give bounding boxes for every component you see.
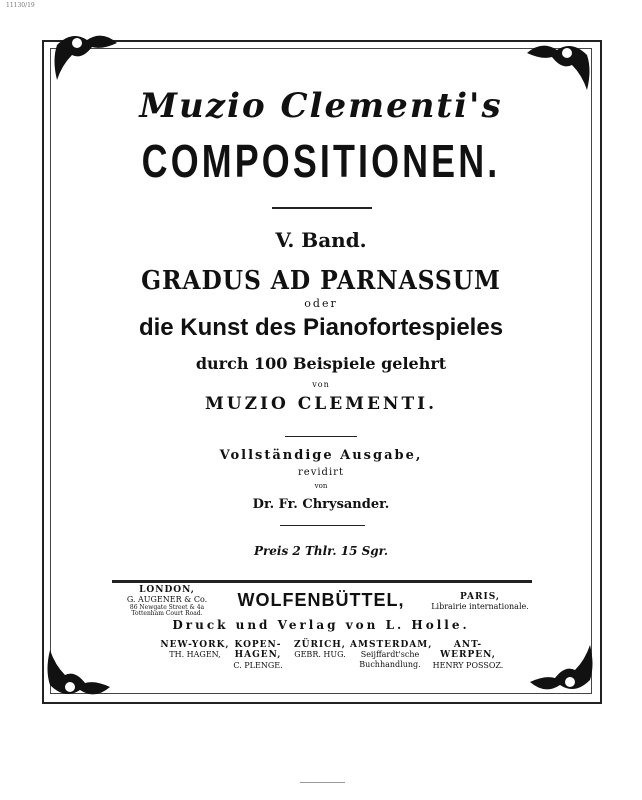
agent-address: Tottenham Court Road.: [131, 610, 203, 618]
divider: [285, 436, 357, 437]
agent-city: LONDON,: [139, 585, 195, 595]
agent-city: PARIS,: [459, 592, 501, 602]
edition-von: von: [314, 482, 328, 490]
main-title: COMPOSITIONEN.: [141, 135, 501, 187]
agent-name: TH. HAGEN,: [169, 650, 221, 660]
revidirt: revidirt: [298, 467, 344, 478]
agent-antwerpen: [428, 640, 508, 670]
agent-zurich: [290, 640, 350, 660]
oder: oder: [304, 297, 338, 310]
agent-name: Buchhandlung.: [359, 659, 421, 669]
agent-paris: [425, 592, 535, 612]
volume: V. Band.: [275, 228, 367, 252]
agent-city: AMSTERDAM,: [350, 640, 433, 650]
agent-name: Seijffardt'sche: [360, 650, 420, 660]
work-title: GRADUS AD PARNASSUM: [141, 266, 501, 296]
agent-city: NEW-YORK,: [160, 640, 230, 650]
corner-ornament-icon: [525, 640, 595, 700]
agent-city: KOPEN-: [234, 640, 282, 650]
subtitle: die Kunst des Pianofortespieles: [138, 314, 504, 341]
agent-city: ANT-: [453, 640, 483, 650]
agent-city: WERPEN,: [440, 650, 496, 661]
agent-name: C. PLENGE.: [233, 660, 283, 670]
imprint: Druck und Verlag von L. Holle.: [172, 618, 470, 632]
divider: [272, 207, 372, 209]
editor: Dr. Fr. Chrysander.: [252, 497, 390, 512]
divider: [112, 580, 532, 583]
agent-name: G. AUGENER & Co.: [126, 595, 208, 605]
price: Preis 2 Thlr. 15 Sgr.: [253, 544, 389, 558]
divider: [280, 525, 365, 526]
corner-ornament-icon: [52, 25, 122, 85]
catalog-mark: 11130/19: [6, 2, 35, 9]
von: von: [312, 380, 330, 389]
agent-city: ZÜRICH,: [294, 640, 346, 650]
author-line: Muzio Clementi's: [139, 86, 503, 126]
agent-name: HENRY POSSOZ.: [432, 660, 504, 670]
agent-amsterdam: [350, 640, 433, 669]
agent-name: Librairie internationale.: [431, 602, 529, 612]
subtitle-2: durch 100 Beispiele gelehrt: [195, 354, 447, 373]
bottom-mark: [300, 782, 345, 783]
agent-copenhagen: [228, 640, 288, 670]
corner-ornament-icon: [45, 645, 115, 705]
agent-new-york: [160, 640, 230, 660]
composer: MUZIO CLEMENTI.: [204, 394, 437, 414]
edition-line: Vollständige Ausgabe,: [219, 448, 423, 463]
agent-city: HAGEN,: [234, 650, 282, 661]
agent-address: 86 Newgate Street & 4a: [129, 603, 205, 611]
agent-name: GEBR. HUG.: [294, 650, 346, 660]
publisher-city: WOLFENBÜTTEL,: [237, 590, 405, 610]
